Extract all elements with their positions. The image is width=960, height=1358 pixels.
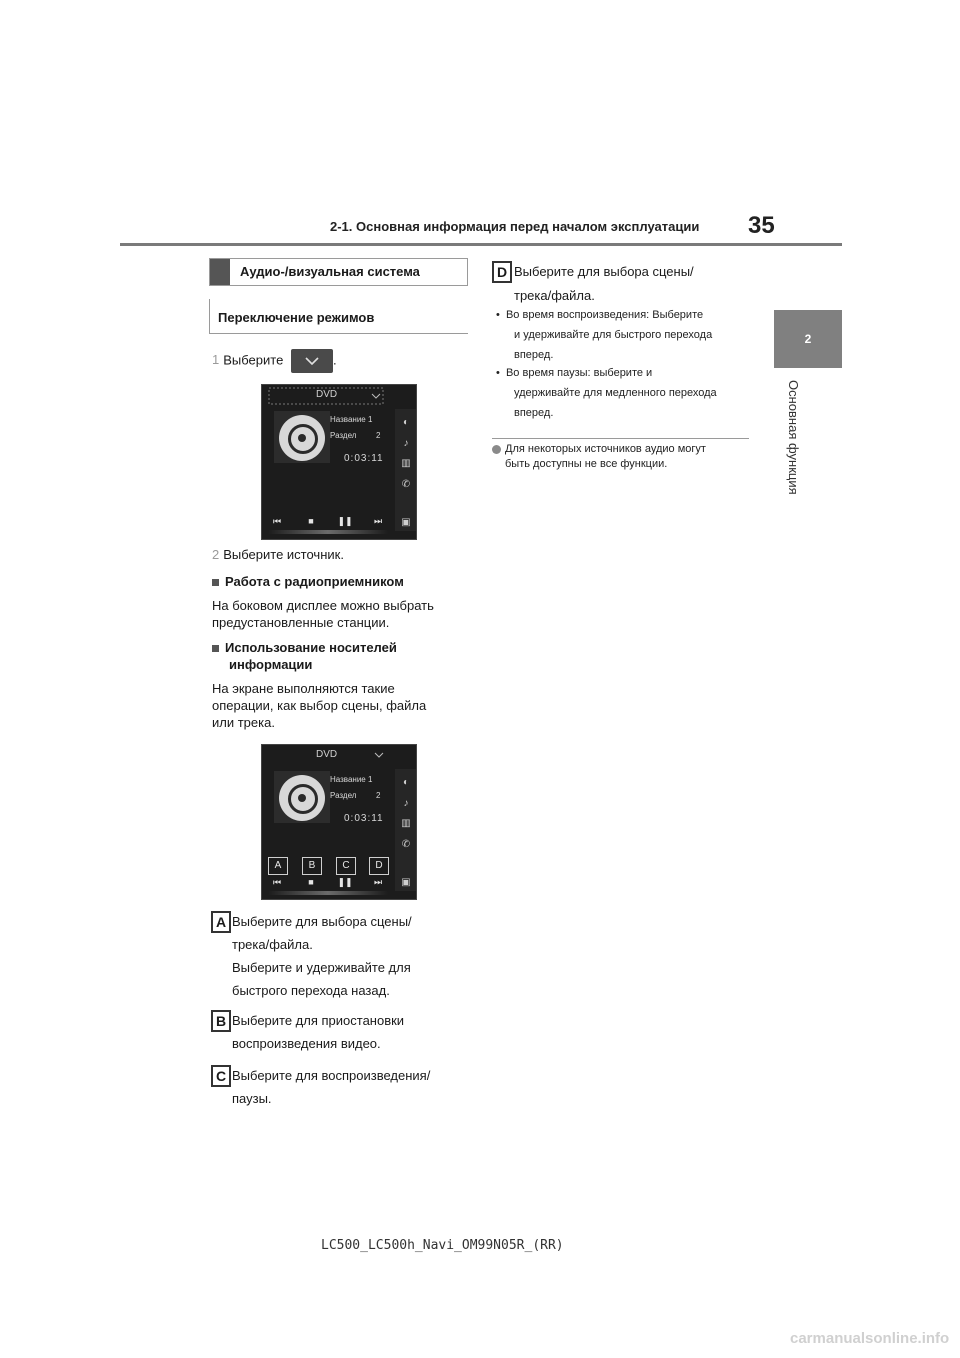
stop-icon[interactable]: ■ xyxy=(308,516,314,526)
phone-icon[interactable]: ✆ xyxy=(401,839,411,850)
chevron-down-icon[interactable] xyxy=(374,751,384,759)
phone-icon[interactable]: ✆ xyxy=(401,479,411,490)
chapter-label: Основная функция xyxy=(786,380,801,495)
music-note-icon[interactable]: ♪ xyxy=(403,798,409,809)
label-d: D xyxy=(492,261,512,283)
b-text-1: Выберите для приостановки xyxy=(232,1013,405,1028)
step-2: 2 Выберите источник. xyxy=(212,547,344,562)
dvd-screen-2 xyxy=(261,744,417,900)
header-divider xyxy=(120,243,842,246)
media-heading-2: информации xyxy=(229,657,313,672)
callout-d: D xyxy=(369,857,389,875)
chapter-label: Раздел xyxy=(330,431,357,440)
stop-icon[interactable]: ■ xyxy=(308,877,314,887)
media-text-3: или трека. xyxy=(212,715,275,730)
pause-icon[interactable]: ❚❚ xyxy=(337,516,353,526)
d-text-1: Выберите для выбора сцены/ xyxy=(514,264,694,279)
section-title: 2-1. Основная информация перед началом эксплуатации xyxy=(330,219,700,234)
label-a: A xyxy=(211,911,231,933)
chevron-down-icon xyxy=(291,349,333,373)
title-label: Название 1 xyxy=(330,415,373,424)
chapter-label: Раздел xyxy=(330,791,357,800)
document-id: LC500_LC500h_Navi_OM99N05R_(RR) xyxy=(321,1238,564,1253)
section-heading-audio: Аудио-/визуальная система xyxy=(209,258,468,286)
title-label: Название 1 xyxy=(330,775,373,784)
bullet-1: • Во время воспроизведения: Выберите и удерживайте для быстрого перехода вперед. xyxy=(496,309,713,361)
c-text-1: Выберите для воспроизведения/ xyxy=(232,1068,431,1083)
step-1: 1 Выберите . xyxy=(212,349,337,373)
previous-icon[interactable]: ⏮ xyxy=(272,516,282,526)
music-note-icon[interactable]: ♪ xyxy=(403,438,409,449)
watermark: carmanualsonline.info xyxy=(790,1330,950,1347)
navigation-icon[interactable]: ◐ xyxy=(402,417,410,428)
d-text-2: трека/файла. xyxy=(514,288,595,303)
label-c: C xyxy=(211,1065,231,1087)
media-text-1: На экране выполняются такие xyxy=(212,681,395,696)
disc-icon xyxy=(279,415,325,461)
callout-b: B xyxy=(302,857,322,875)
note-text: Для некоторых источников аудио могут быть доступны не все функции. xyxy=(505,443,706,470)
equalizer-icon[interactable]: ▥ xyxy=(401,818,411,829)
chapter-number: 2 xyxy=(376,791,381,800)
label-b: B xyxy=(211,1010,231,1032)
a-text-4: быстрого перехода назад. xyxy=(232,983,390,998)
radio-heading: Работа с радиоприемником xyxy=(212,573,404,590)
note-divider xyxy=(492,438,749,439)
radio-text-2: предустановленные станции. xyxy=(212,615,390,630)
equalizer-icon[interactable]: ▥ xyxy=(401,458,411,469)
source-label: DVD xyxy=(316,749,338,760)
previous-icon[interactable]: ⏮ xyxy=(272,877,282,887)
next-icon[interactable]: ⏭ xyxy=(373,877,383,887)
screen-icon[interactable]: ▣ xyxy=(401,517,411,528)
navigation-icon[interactable]: ◐ xyxy=(402,777,410,788)
a-text-1: Выберите для выбора сцены/ xyxy=(232,914,412,929)
disc-icon xyxy=(279,775,325,821)
radio-text-1: На боковом дисплее можно выбрать xyxy=(212,598,434,613)
chapter-number: 2 xyxy=(376,431,381,440)
page-number: 35 xyxy=(748,212,775,239)
pause-icon[interactable]: ❚❚ xyxy=(337,877,353,887)
chapter-tab: 2 xyxy=(774,310,842,368)
a-text-3: Выберите и удерживайте для xyxy=(232,960,411,975)
a-text-2: трека/файла. xyxy=(232,937,313,952)
subsection-heading-mode-switch: Переключение режимов xyxy=(209,299,468,334)
c-text-2: паузы. xyxy=(232,1091,272,1106)
elapsed-time: 0:03:11 xyxy=(344,453,384,464)
callout-a: A xyxy=(268,857,288,875)
dvd-screen-1 xyxy=(261,384,417,540)
next-icon[interactable]: ⏭ xyxy=(373,516,383,526)
elapsed-time: 0:03:11 xyxy=(344,813,384,824)
source-label: DVD xyxy=(316,389,338,400)
callout-c: C xyxy=(336,857,356,875)
b-text-2: воспроизведения видео. xyxy=(232,1036,381,1051)
note-bullet-icon xyxy=(492,445,501,454)
screen-icon[interactable]: ▣ xyxy=(401,877,411,888)
media-text-2: операции, как выбор сцены, файла xyxy=(212,698,427,713)
bullet-2: • Во время паузы: выберите и удерживайте для медленного перехода вперед. xyxy=(496,367,717,419)
media-heading: Использование носителей xyxy=(212,639,397,656)
